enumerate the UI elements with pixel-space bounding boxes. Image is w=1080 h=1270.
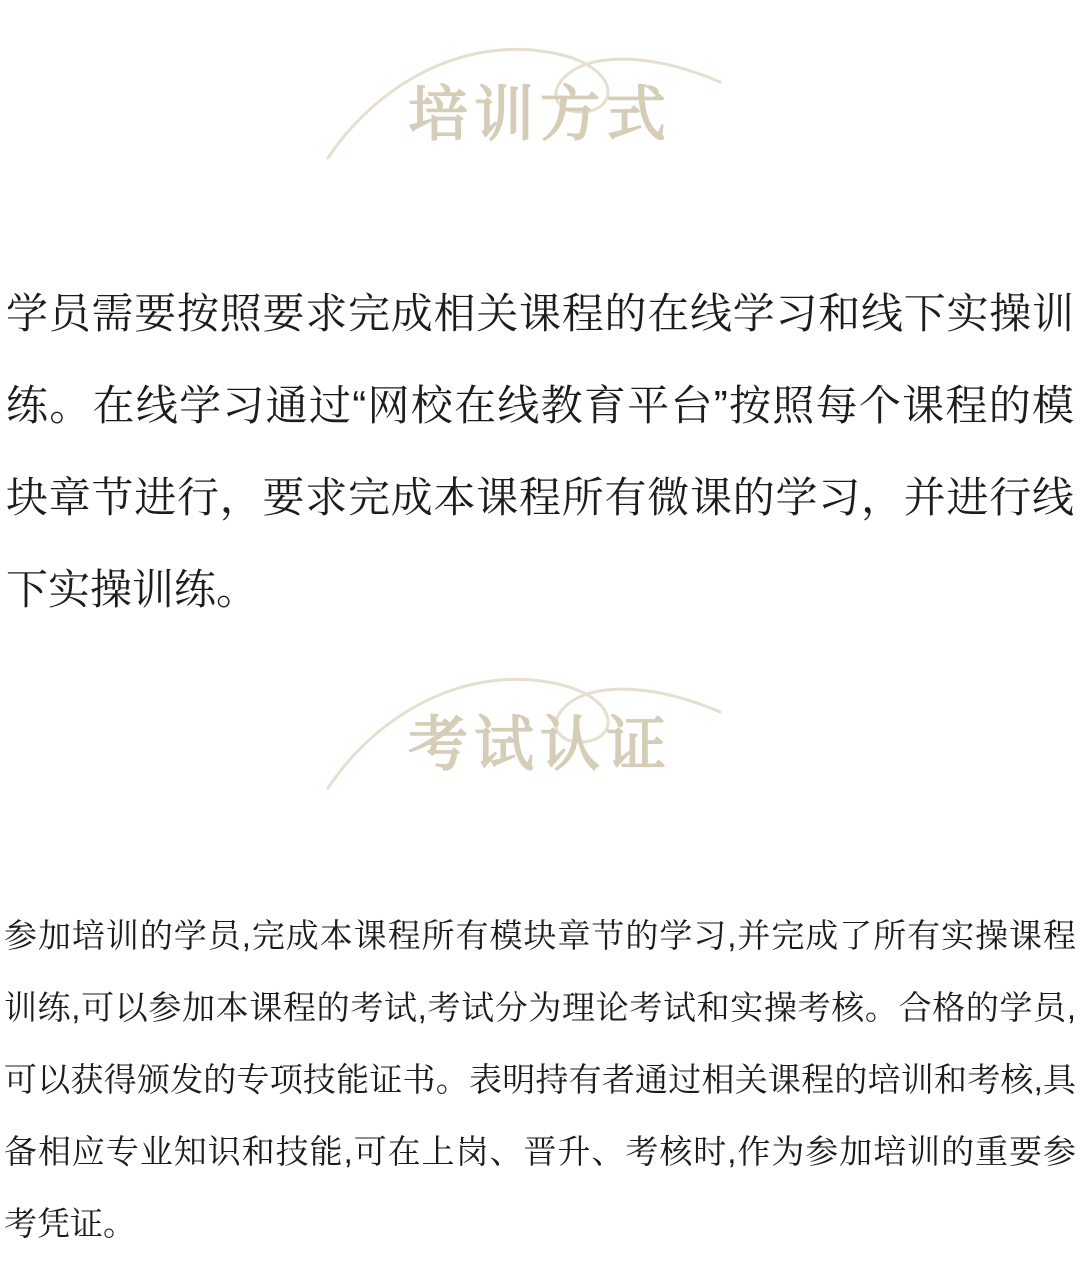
section-title: 考试认证 [408, 711, 672, 778]
paragraph-text: 学员需要按照要求完成相关课程的在线学习和线下实操训练。在线学习通过“网校在线教育平台”按照每个课程的模块章节进行，要求完成本课程所有微课的学习，并进行线下实操训练。 [6, 290, 1074, 613]
paragraph-text: 参加培训的学员,完成本课程所有模块章节的学习,并完成了所有实操课程训练,可以参加本课程的考试,考试分为理论考试和实操考核。合格的学员,可以获得颁发的专项技能证书。表明持有者通过相关课程的培训和考核,具备相应专业知识和技能,可在上岗、晋升、考核时,作为参加培训的重要参考凭证。 [4, 917, 1076, 1242]
section-body-training-method [0, 268, 1080, 636]
section-title: 培训方式 [408, 81, 672, 148]
section-heading-exam-certification [0, 670, 1080, 820]
section-heading-training-method [0, 40, 1080, 190]
section-body-exam-certification [0, 900, 1080, 1260]
